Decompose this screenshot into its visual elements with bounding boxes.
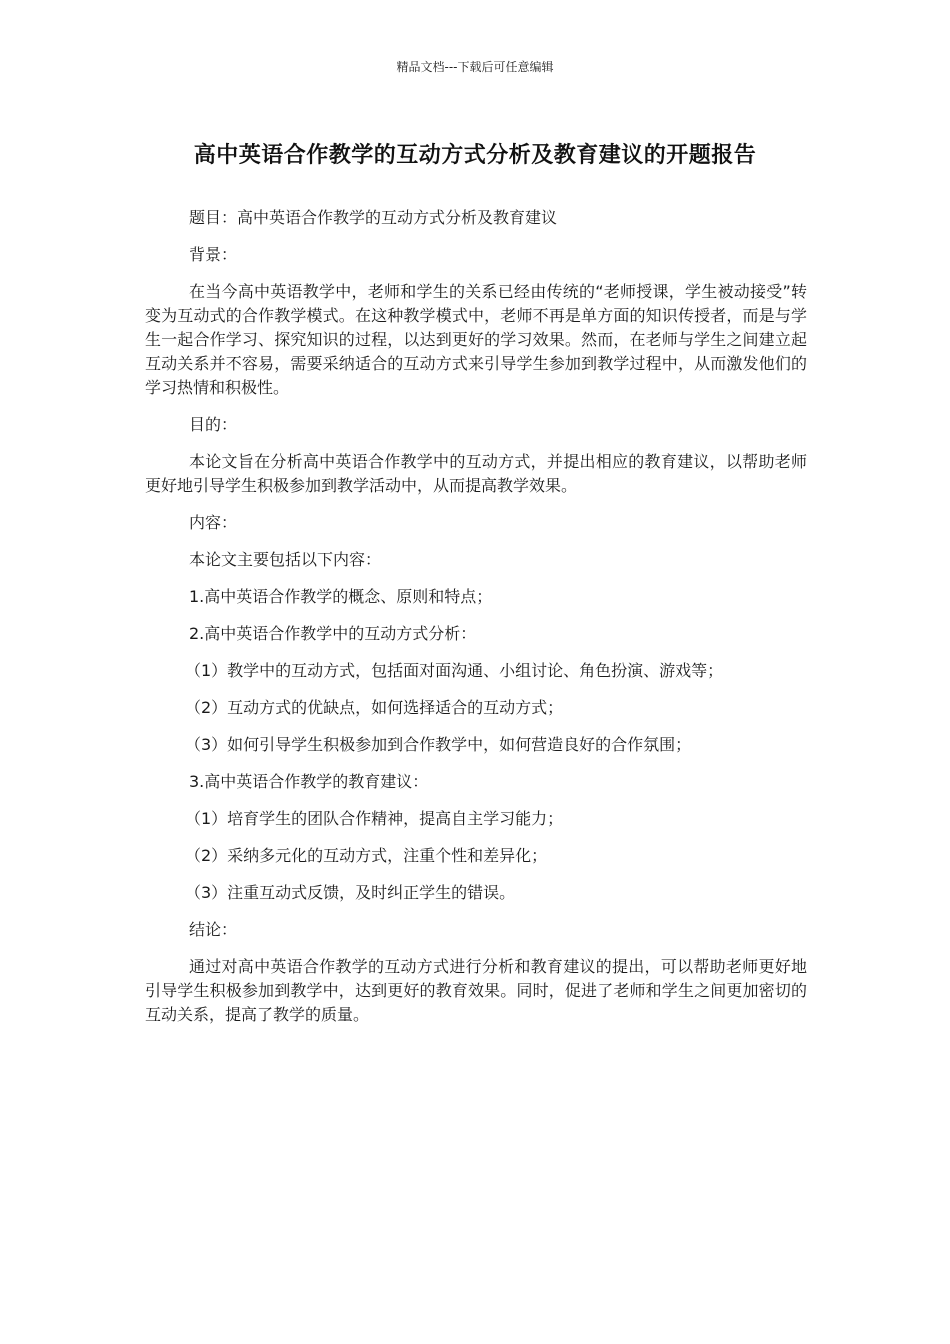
content-item-2-sub-1: （1）教学中的互动方式，包括面对面沟通、小组讨论、角色扮演、游戏等； [185, 661, 724, 680]
document-title: 高中英语合作教学的互动方式分析及教育建议的开题报告 [193, 143, 757, 168]
content-item-2-sub-2: （2）互动方式的优缺点，如何选择适合的互动方式； [185, 698, 564, 717]
content-intro: 本论文主要包括以下内容： [189, 550, 382, 569]
purpose-heading: 目的： [189, 415, 238, 434]
content-item-1: 1.高中英语合作教学的概念、原则和特点； [189, 587, 493, 606]
content-item-3-sub-1: （1）培育学生的团队合作精神，提高自主学习能力； [185, 809, 564, 828]
content-heading: 内容： [189, 513, 238, 532]
topic-line: 题目：高中英语合作教学的互动方式分析及教育建议 [189, 208, 558, 227]
content-item-2-sub-3: （3）如何引导学生积极参加到合作教学中，如何营造良好的合作氛围； [185, 735, 692, 754]
content-item-3-sub-2: （2）采纳多元化的互动方式，注重个性和差异化； [185, 846, 548, 865]
document-body [145, 206, 807, 1040]
background-paragraph: 在当今高中英语教学中，老师和学生的关系已经由传统的“老师授课，学生被动接受”转变为互动式的合作教学模式。在这种教学模式中，老师不再是单方面的知识传授者，而是与学生一起合作学习、探究知识的过程，以达到更好的学习效果。然而，在老师与学生之间建立起互动关系并不容易，需要采纳适合的互动方式来引导学生参加到教学过程中，从而激发他们的学习热情和积极性。 [145, 282, 807, 397]
conclusion-paragraph: 通过对高中英语合作教学的互动方式进行分析和教育建议的提出，可以帮助老师更好地引导学生积极参加到教学中，达到更好的教育效果。同时，促进了老师和学生之间更加密切的互动关系，提高了教学的质量。 [145, 957, 807, 1024]
purpose-paragraph: 本论文旨在分析高中英语合作教学中的互动方式，并提出相应的教育建议，以帮助老师更好地引导学生积极参加到教学活动中，从而提高教学效果。 [145, 452, 807, 495]
content-item-3-sub-3: （3）注重互动式反馈，及时纠正学生的错误。 [185, 883, 516, 902]
content-item-3: 3.高中英语合作教学的教育建议： [189, 772, 429, 791]
content-item-2: 2.高中英语合作教学中的互动方式分析： [189, 624, 477, 643]
conclusion-heading: 结论： [189, 920, 238, 939]
page-header-watermark: 精品文档---下载后可任意编辑 [396, 60, 554, 74]
background-heading: 背景： [189, 245, 238, 264]
